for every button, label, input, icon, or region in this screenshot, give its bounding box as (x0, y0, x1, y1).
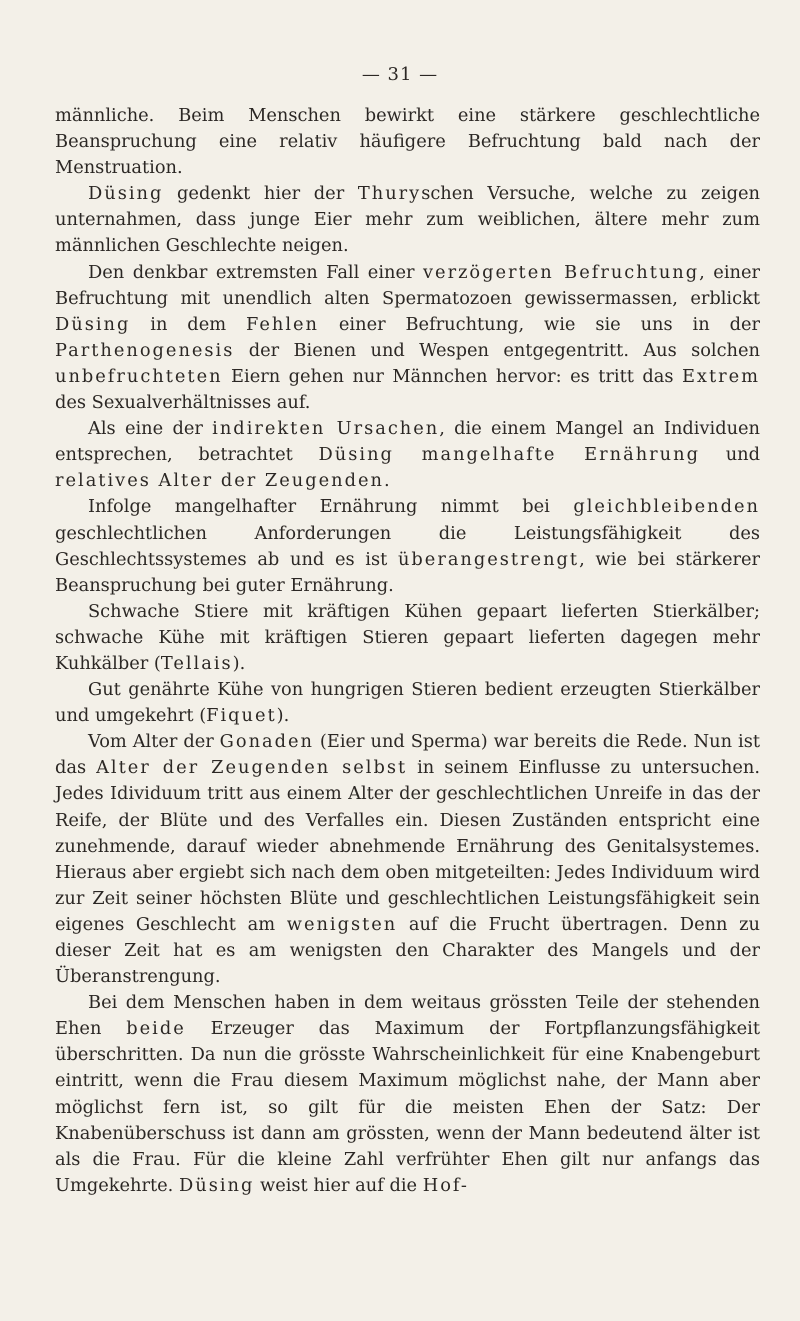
emphasized-text: Thury (357, 183, 422, 205)
text-segment: gedenkt hier der (163, 183, 358, 205)
text-segment: Infolge mangelhafter Ernährung nimmt bei (88, 496, 574, 518)
text-segment: Erzeuger das Maximum der Fortpflanzungsfähigkeit überschritten. Da nun die grösste Wahrscheinlichkeit für eine Knabengeburt eintritt, wenn die Frau diesem Maximum möglichst nahe, der Mann aber möglichst fern ist, so gilt für die meisten Ehen der Satz: Der Knabenüberschuss ist dann am grössten, wenn der Mann bedeutend älter ist als die Frau. Für die kleine Zahl verfrühter Ehen gilt nur anfangs das Umgekehrte. (55, 1018, 760, 1196)
emphasized-text: Tellais (160, 652, 233, 674)
paragraph (55, 990, 760, 1199)
text-segment: der Bienen und Wespen entgegentritt. Aus solchen (234, 339, 760, 361)
emphasized-text: beide (126, 1018, 186, 1040)
text-segment: schen Versuche, welche zu zeigen unternahmen, dass junge Eier mehr zum weiblichen, ältere mehr zum männlichen Geschlechte neigen. (55, 183, 760, 257)
text-segment: , wie bei stärkerer Beanspruchung bei guter Ernährung. (55, 548, 761, 596)
text-segment: Eiern gehen nur Männchen hervor: es tritt das (222, 365, 682, 387)
page-number: — 31 — (361, 64, 439, 85)
emphasized-text: Düsing (55, 313, 131, 335)
emphasized-text: Düsing (178, 1174, 255, 1196)
text-segment: auf die Frucht übertragen. Denn zu dieser Zeit hat es am wenigsten den Charakter des Mangels und der Überanstrengung. (55, 913, 760, 988)
paragraph (55, 494, 760, 598)
emphasized-text: Fiquet (206, 705, 277, 727)
text-segment: Vom Alter der (88, 731, 220, 753)
paragraph (55, 677, 760, 729)
text-segment: Den denkbar extremsten Fall einer (88, 261, 423, 283)
emphasized-text: unbefruchteten (55, 365, 223, 387)
text-segment: (Eier und Sperma) war bereits die Rede. Nun ist das (55, 731, 760, 779)
paragraph (55, 416, 760, 494)
text-segment: geschlechtlichen Anforderungen die Leistungsfähigkeit des Geschlechtssystemes ab und es ist (55, 522, 760, 570)
emphasized-text: Düsing (88, 183, 164, 205)
text-segment: einer Befruchtung, wie sie uns in der (319, 313, 760, 335)
emphasized-text: Alter der Zeugenden selbst (96, 757, 408, 779)
text-segment: ). (276, 705, 290, 727)
emphasized-text: Gonaden (219, 731, 314, 753)
text-segment: ). (232, 652, 246, 674)
emphasized-text: Extrem (681, 365, 760, 387)
emphasized-text: indirekten Ursachen (212, 418, 440, 440)
emphasized-text: Hof- (422, 1174, 469, 1196)
emphasized-text: gleichbleibenden (573, 496, 760, 518)
text-segment: , die einem Mangel an Individuen entsprechen, betrachtet (55, 418, 761, 466)
emphasized-text: verzögerten Befruchtung (423, 261, 700, 283)
text-segment: in dem (130, 313, 246, 335)
emphasized-text: wenigsten (286, 913, 398, 935)
paragraph (55, 260, 760, 417)
text-segment: Schwache Stiere mit kräftigen Kühen gepaart lieferten Stierkälber; schwache Kühe mit kräftigen Stieren gepaart lieferten dagegen mehr Kuhkälber ( (55, 600, 760, 674)
body-text (55, 103, 760, 1199)
paragraph (55, 103, 760, 181)
paragraph (55, 599, 760, 677)
paragraph (55, 729, 760, 990)
emphasized-text: Parthenogenesis (55, 339, 235, 361)
text-segment: weist hier auf die (254, 1174, 423, 1196)
text-segment: und (699, 444, 760, 466)
text-segment: des Sexualverhältnisses auf. (55, 392, 311, 414)
text-segment: Gut genährte Kühe von hungrigen Stieren bedient erzeugten Stierkälber und umgekehrt ( (55, 679, 760, 727)
text-segment: Als eine der (88, 418, 213, 440)
text-segment: Bei dem Menschen haben in dem weitaus grössten Teile der stehenden Ehen (55, 992, 760, 1040)
text-segment: männliche. Beim Menschen bewirkt eine stärkere geschlechtliche Beanspruchung eine relativ häufigere Befruchtung bald nach der Menstruation. (55, 105, 760, 179)
emphasized-text: relatives Alter der Zeugenden (55, 470, 384, 492)
text-segment: in seinem Einflusse zu untersuchen. Jedes Idividuum tritt aus einem Alter der geschlechtlichen Unreife in das der Reife, der Blüte und des Verfalles ein. Diesen Zuständen entspricht eine zunehmende, darauf wieder abnehmende Ernährung des Genitalsystemes. Hieraus aber ergiebt sich nach dem oben mitgeteilten: Jedes Individuum wird zur Zeit seiner höchsten Blüte und geschlechtlichen Leistungsfähigkeit sein eigenes Geschlecht am (55, 757, 761, 935)
emphasized-text: Düsing mangelhafte Ernährung (318, 444, 700, 466)
emphasized-text: Fehlen (245, 313, 319, 335)
text-segment: , einer Befruchtung mit unendlich alten Spermatozoen gewissermassen, erblickt (55, 261, 760, 309)
emphasized-text: überangestrengt (397, 548, 580, 570)
text-segment: . (383, 470, 390, 492)
paragraph (55, 181, 760, 259)
